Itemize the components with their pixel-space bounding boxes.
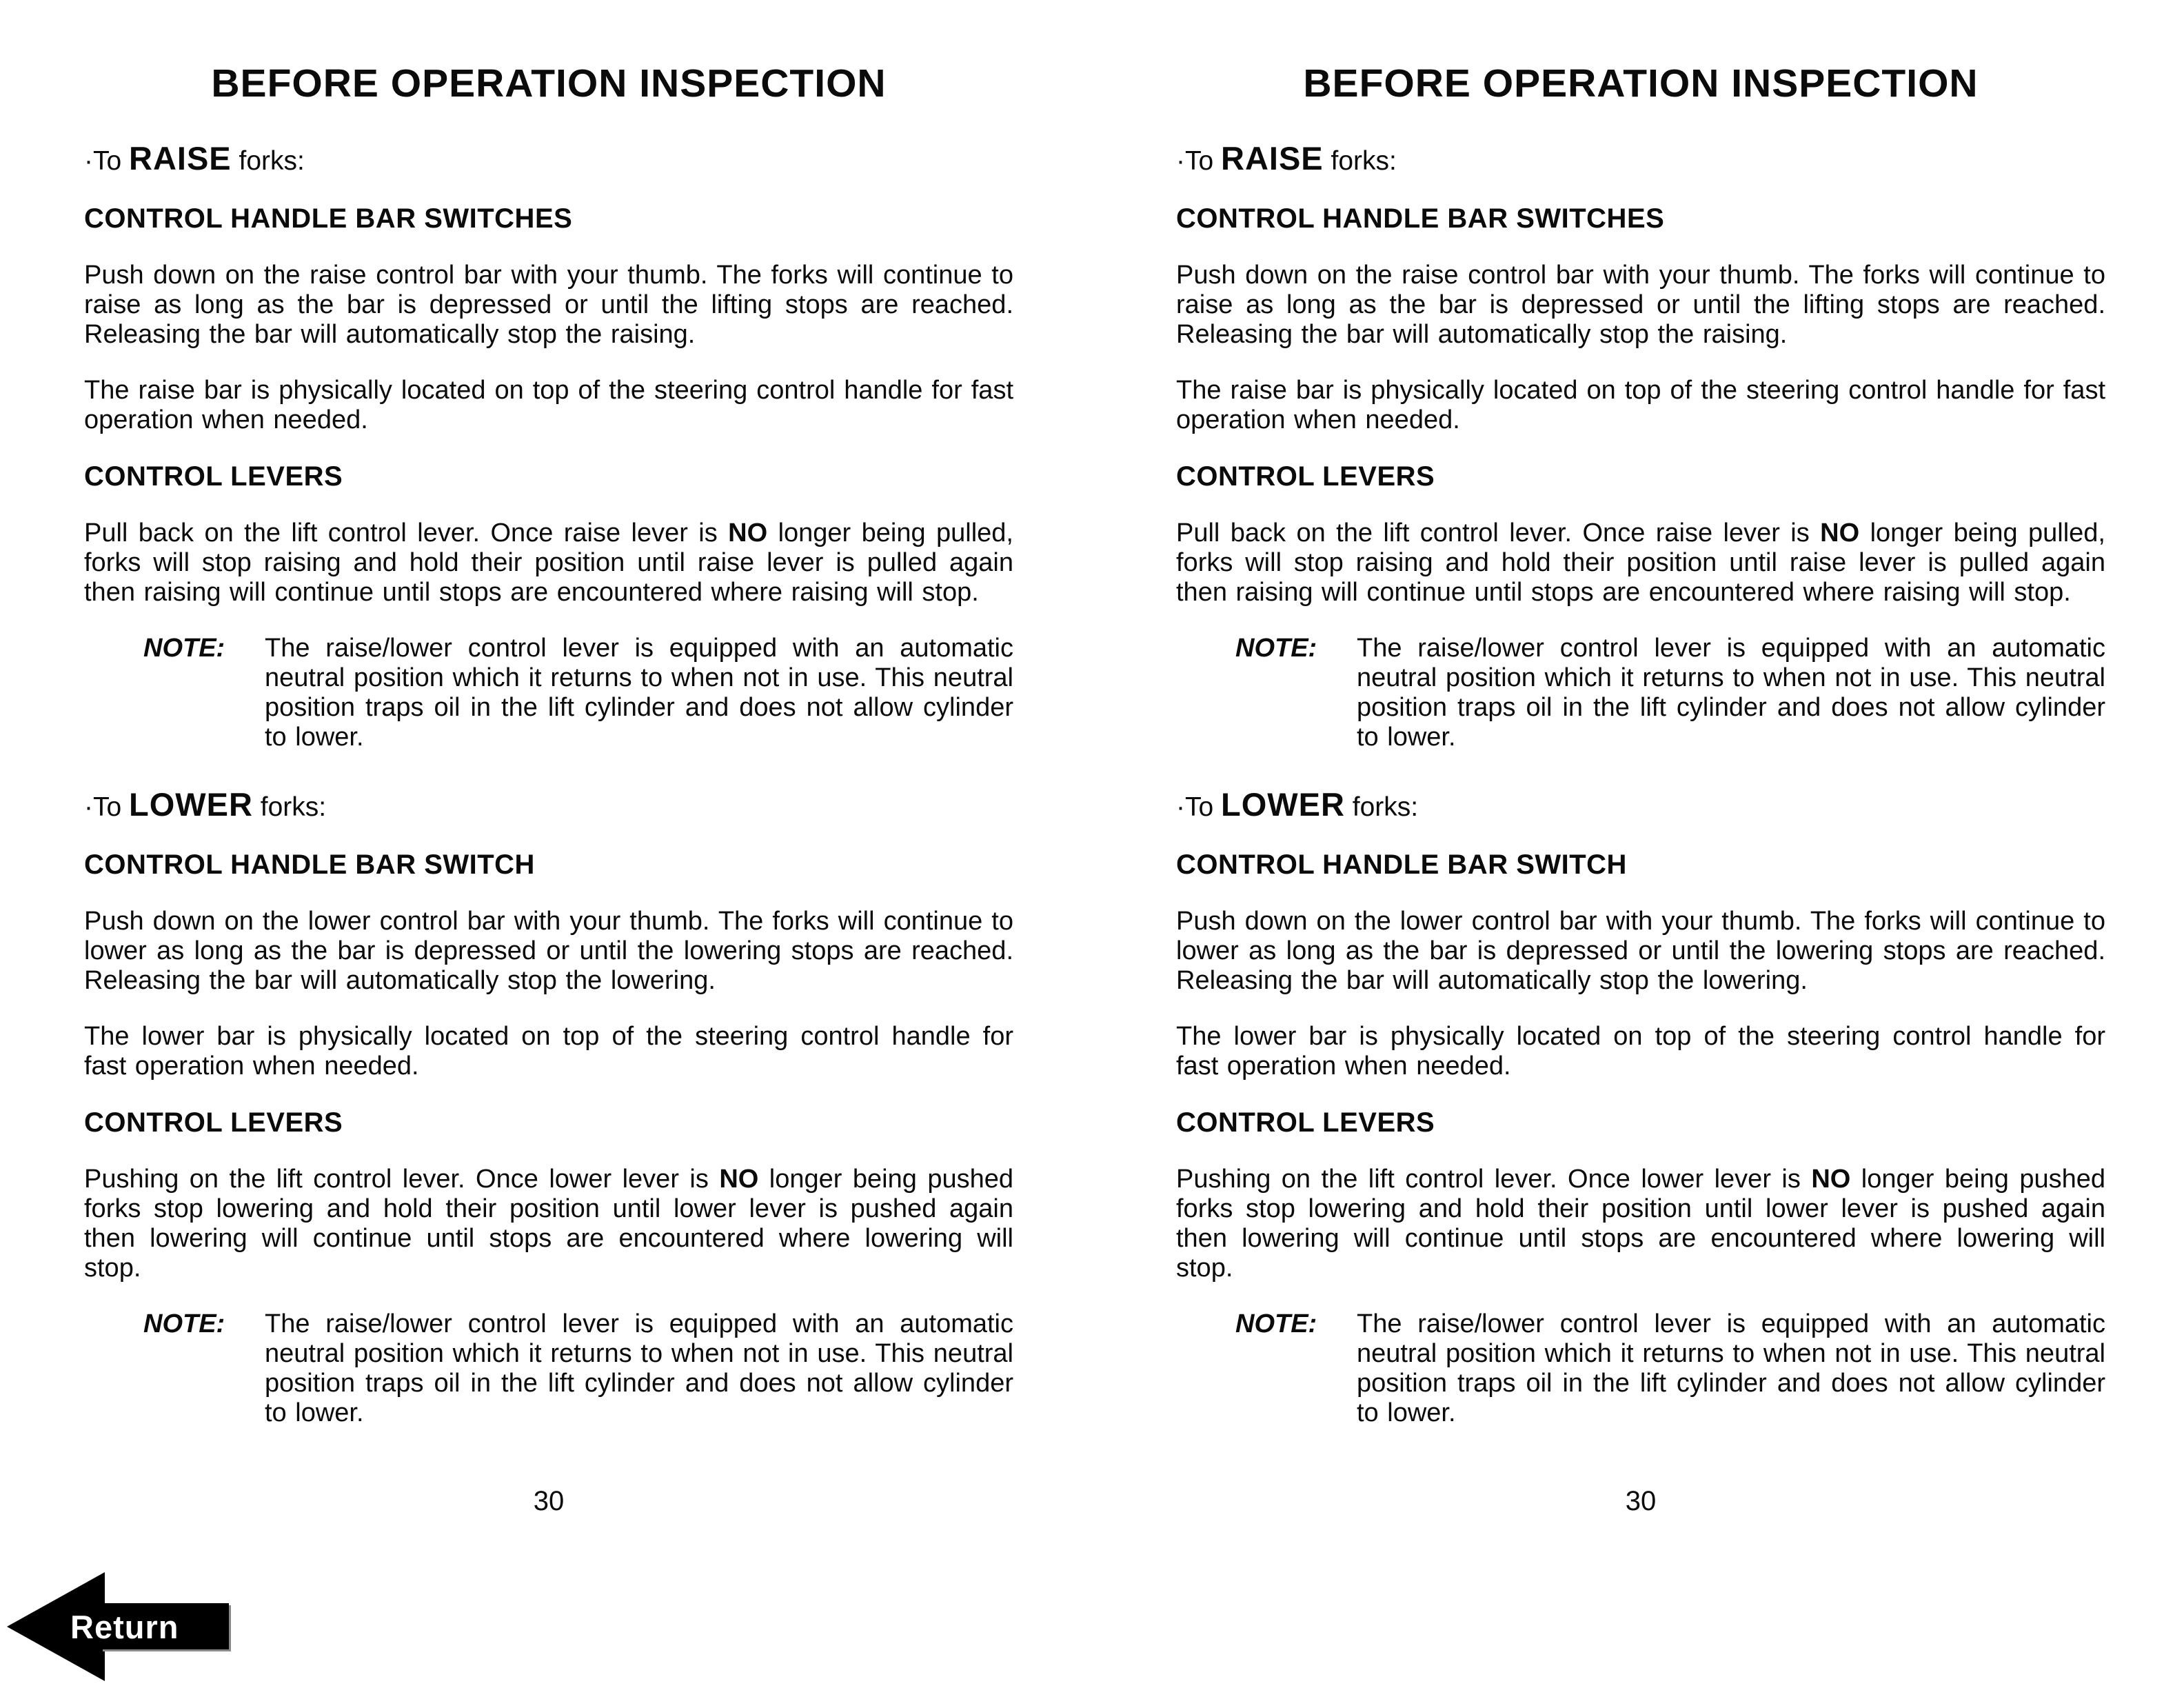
lower-intro-post: forks: [252, 792, 327, 822]
lower-levers-paragraph [84, 1165, 1013, 1283]
page-title: BEFORE OPERATION INSPECTION [1303, 61, 1979, 106]
raise-note-text: The raise/lower control lever is equipped with an automatic neutral position which it returns to when not in use. This neutral position traps oil in the lift cylinder and does not allow cylinder to lower. [1357, 634, 2105, 752]
raise-levers-bold-no: NO [728, 519, 768, 547]
lower-note-text: The raise/lower control lever is equipped with an automatic neutral position which it returns to when not in use. This neutral position traps oil in the lift cylinder and does not allow cylinder to lower. [1357, 1309, 2105, 1427]
raise-intro-pre: ·To [1176, 146, 1222, 176]
raise-keyword: RAISE [1221, 140, 1324, 177]
page-title: BEFORE OPERATION INSPECTION [211, 61, 887, 106]
raise-keyword: RAISE [129, 140, 232, 177]
lower-note-block [1176, 1309, 2105, 1428]
raise-location-paragraph: The raise bar is physically located on top of the steering control handle for fast operation when needed. [84, 376, 1013, 434]
lower-note-block [84, 1309, 1013, 1428]
control-levers-heading-raise: CONTROL LEVERS [84, 461, 343, 492]
raise-levers-bold-no: NO [1820, 519, 1860, 547]
raise-note-block [1176, 634, 2105, 752]
control-handle-bar-switches-heading: CONTROL HANDLE BAR SWITCHES [1176, 203, 1665, 234]
raise-push-paragraph: Push down on the raise control bar with your thumb. The forks will continue to raise as long as the bar is depressed or until the lifting stops are reached. Releasing the bar will automatically stop the raising. [1176, 261, 2105, 349]
lower-intro-line [84, 785, 1013, 823]
lower-keyword: LOWER [1221, 786, 1345, 823]
raise-push-paragraph: Push down on the raise control bar with your thumb. The forks will continue to raise as long as the bar is depressed or until the lifting stops are reached. Releasing the bar will automatically stop the raising. [84, 261, 1013, 349]
note-label: NOTE: [1235, 1309, 1317, 1338]
raise-intro-line [84, 139, 1013, 177]
lower-intro-post: forks: [1344, 792, 1419, 822]
lower-intro-line [1176, 785, 2105, 823]
lower-levers-paragraph [1176, 1165, 2105, 1283]
raise-levers-pre: Pull back on the lift control lever. Once raise lever is [1176, 519, 1821, 547]
control-handle-bar-switch-heading: CONTROL HANDLE BAR SWITCH [1176, 850, 1627, 880]
lower-levers-bold-no: NO [719, 1165, 759, 1194]
page-left-content [84, 0, 1013, 1517]
lower-levers-post: longer being pushed forks stop lowering and hold their position until lower lever is pushed again then lowering will continue until stops are encountered where lowering will stop. [1176, 1165, 2106, 1283]
lower-levers-post: longer being pushed forks stop lowering and hold their position until lower lever is pushed again then lowering will continue until stops are encountered where lowering will stop. [84, 1165, 1014, 1283]
lower-intro-pre: ·To [84, 792, 130, 822]
note-label: NOTE: [143, 1309, 225, 1338]
note-label: NOTE: [143, 634, 225, 663]
raise-levers-paragraph [1176, 519, 2105, 607]
control-handle-bar-switches-heading: CONTROL HANDLE BAR SWITCHES [84, 203, 573, 234]
raise-note-text: The raise/lower control lever is equipped with an automatic neutral position which it returns to when not in use. This neutral position traps oil in the lift cylinder and does not allow cylinder to lower. [265, 634, 1013, 752]
lower-levers-pre: Pushing on the lift control lever. Once lower lever is [84, 1165, 720, 1194]
lower-levers-bold-no: NO [1811, 1165, 1851, 1194]
page-number: 30 [533, 1486, 565, 1516]
page-number: 30 [1625, 1486, 1657, 1516]
raise-levers-paragraph [84, 519, 1013, 607]
lower-push-paragraph: Push down on the lower control bar with your thumb. The forks will continue to lower as long as the bar is depressed or until the lowering stops are reached. Releasing the bar will automatically stop the lowering. [1176, 907, 2105, 995]
return-label: Return [70, 1609, 179, 1645]
lower-keyword: LOWER [129, 786, 253, 823]
lower-levers-pre: Pushing on the lift control lever. Once lower lever is [1176, 1165, 1812, 1194]
raise-levers-pre: Pull back on the lift control lever. Once raise lever is [84, 519, 729, 547]
raise-intro-line [1176, 139, 2105, 177]
lower-location-paragraph: The lower bar is physically located on top of the steering control handle for fast operation when needed. [1176, 1022, 2105, 1081]
raise-intro-pre: ·To [84, 146, 130, 176]
page-right-content [1176, 0, 2105, 1517]
page-right [1092, 0, 2184, 1688]
raise-note-block [84, 634, 1013, 752]
control-levers-heading-raise: CONTROL LEVERS [1176, 461, 1435, 492]
raise-levers-post: longer being pulled, forks will stop raising and hold their position until raise lever is pulled again then raising will continue until stops are encountered where raising will stop. [84, 519, 1013, 607]
lower-push-paragraph: Push down on the lower control bar with your thumb. The forks will continue to lower as long as the bar is depressed or until the lowering stops are reached. Releasing the bar will automatically stop the lowering. [84, 907, 1013, 995]
raise-levers-post: longer being pulled, forks will stop raising and hold their position until raise lever is pulled again then raising will continue until stops are encountered where raising will stop. [1176, 519, 2105, 607]
note-label: NOTE: [1235, 634, 1317, 663]
lower-location-paragraph: The lower bar is physically located on top of the steering control handle for fast operation when needed. [84, 1022, 1013, 1081]
lower-intro-pre: ·To [1176, 792, 1222, 822]
return-button[interactable] [4, 1571, 236, 1682]
control-levers-heading-lower: CONTROL LEVERS [84, 1107, 343, 1138]
raise-intro-post: forks: [1323, 146, 1397, 176]
control-levers-heading-lower: CONTROL LEVERS [1176, 1107, 1435, 1138]
raise-intro-post: forks: [231, 146, 305, 176]
lower-note-text: The raise/lower control lever is equipped with an automatic neutral position which it returns to when not in use. This neutral position traps oil in the lift cylinder and does not allow cylinder to lower. [265, 1309, 1013, 1427]
raise-location-paragraph: The raise bar is physically located on top of the steering control handle for fast operation when needed. [1176, 376, 2105, 434]
control-handle-bar-switch-heading: CONTROL HANDLE BAR SWITCH [84, 850, 535, 880]
